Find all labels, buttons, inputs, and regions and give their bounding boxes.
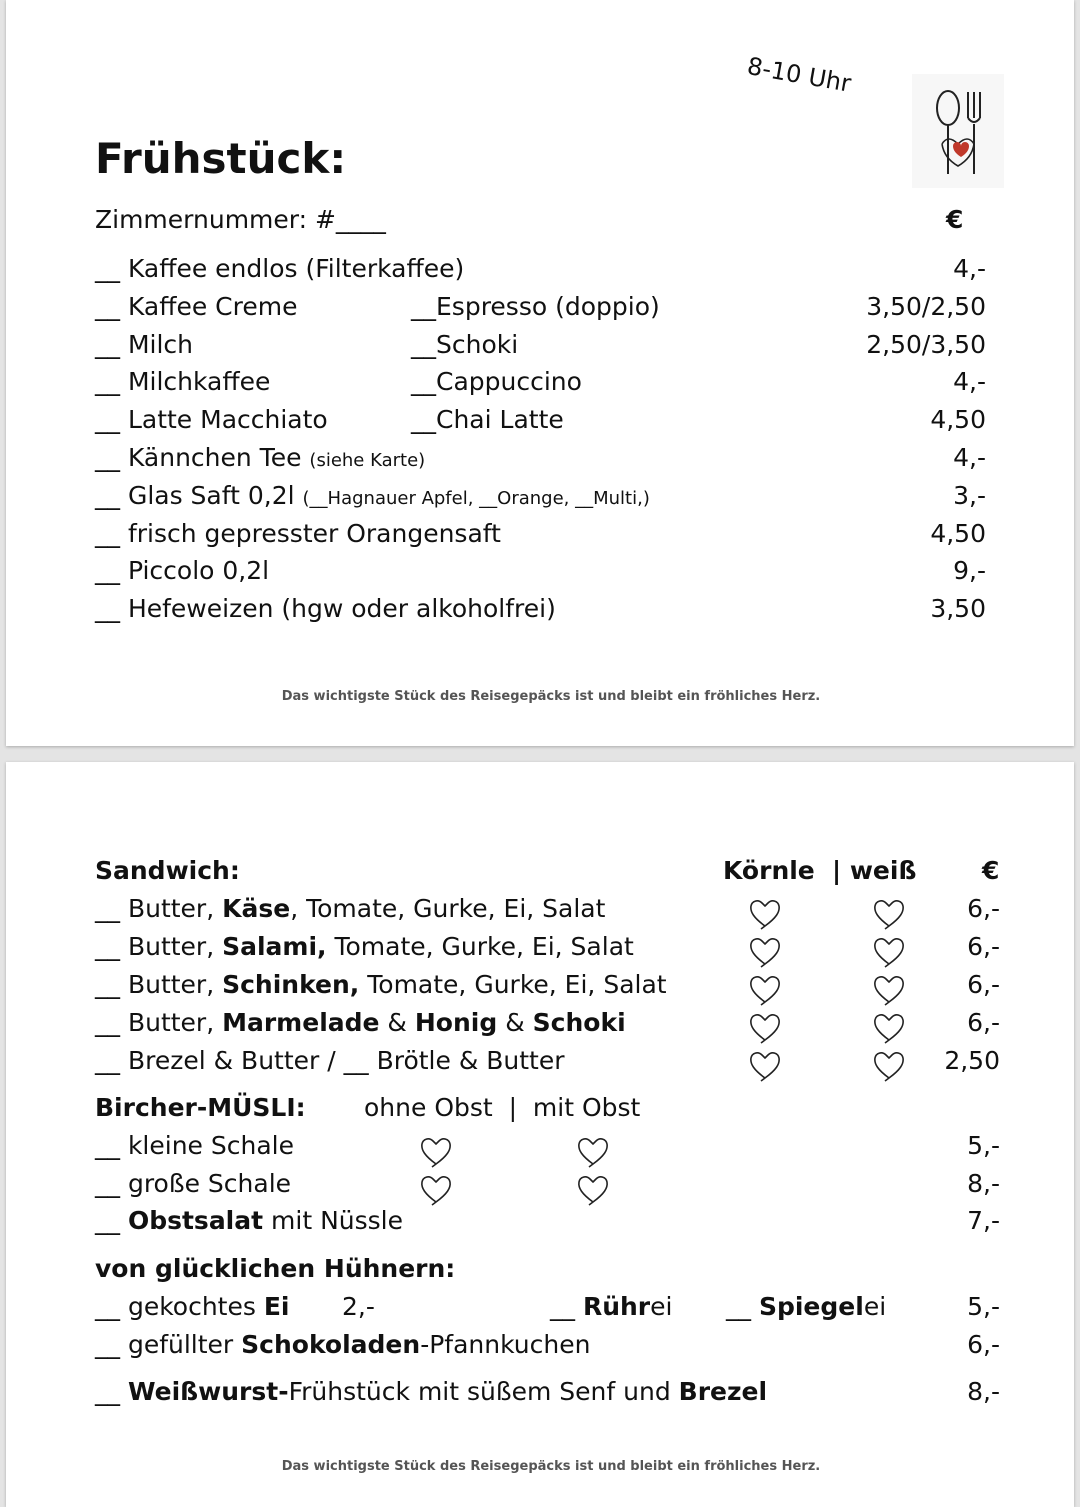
- brezel-bold: Brezel: [678, 1377, 768, 1406]
- sandwich-text: __ Butter,: [95, 932, 223, 961]
- drink-item: [95, 594, 556, 623]
- cutlery-heart-logo: [912, 74, 1004, 188]
- drink-label: __ Glas Saft 0,2l: [95, 480, 295, 510]
- sandwich-item: [95, 1046, 565, 1075]
- drink-item-alt: __Schoki: [411, 329, 519, 359]
- pancake-price: 6,-: [967, 1330, 1000, 1359]
- obstsalat-price: 7,-: [967, 1206, 1000, 1235]
- drink-label: __ Hefeweizen (hgw oder alkoholfrei): [95, 594, 556, 624]
- drink-item: [95, 330, 193, 359]
- sandwich-ingredients: Tomate, Gurke, Ei, Salat: [359, 970, 667, 999]
- sandwich-text: __ Brezel & Butter / __ Brötle & Butter: [95, 1046, 565, 1075]
- drink-item: [95, 292, 297, 321]
- drink-price: 9,-: [953, 556, 986, 586]
- drink-item: [95, 443, 425, 472]
- heart-checkbox-icon[interactable]: [748, 972, 782, 1006]
- drink-item: [95, 254, 464, 283]
- drink-item-alt: __Cappuccino: [411, 367, 582, 397]
- drink-price: 3,50/2,50: [866, 291, 986, 321]
- sandwich-heading: Sandwich:: [95, 856, 240, 885]
- sandwich-price: 2,50: [944, 1046, 1000, 1075]
- drink-item: [95, 481, 650, 510]
- sandwich-ingredients: &: [379, 1008, 415, 1037]
- sandwich-main-ingredient: Käse: [222, 894, 291, 923]
- eggs-heading: von glücklichen Hühnern:: [95, 1254, 456, 1283]
- sandwich-extra-bold: Schoki: [532, 1008, 626, 1037]
- boiled-egg-price: 2,-: [342, 1292, 375, 1321]
- muesli-columns: ohne Obst | mit Obst: [364, 1093, 641, 1122]
- heart-checkbox-icon[interactable]: [748, 1010, 782, 1044]
- ruehrei-item: [550, 1292, 672, 1321]
- checkbox-blank: __: [726, 1292, 759, 1321]
- ruehrei-bold: Rühr: [582, 1292, 651, 1321]
- ruehrei-rest: ei: [650, 1292, 673, 1321]
- sandwich-text: __ Butter,: [95, 970, 223, 999]
- obstsalat-desc: mit Nüssle: [263, 1206, 403, 1235]
- boiled-egg-item: [95, 1292, 289, 1321]
- sandwich-main-ingredient: Marmelade: [222, 1008, 380, 1037]
- drink-note: (siehe Karte): [309, 450, 426, 471]
- page-title: Frühstück:: [95, 134, 347, 183]
- drink-label: __ Kännchen Tee: [95, 443, 302, 472]
- sandwich-main-ingredient: Schinken,: [222, 970, 360, 999]
- sandwich-connector: &: [497, 1008, 533, 1037]
- weisswurst-item: [95, 1377, 767, 1406]
- column-weiss: | weiß: [832, 856, 917, 885]
- drink-price: 3,-: [953, 480, 986, 510]
- eggs-price: 5,-: [967, 1292, 1000, 1321]
- checkbox-blank: __: [550, 1292, 583, 1321]
- obstsalat-row: [95, 1206, 403, 1235]
- sandwich-text: __ Butter,: [95, 1008, 223, 1037]
- drink-price: 3,50: [930, 594, 986, 624]
- checkbox-blank: __: [95, 1377, 128, 1406]
- drink-label: __ Kaffee endlos (Filterkaffee): [95, 254, 465, 283]
- weisswurst-bold: Weißwurst-: [127, 1377, 289, 1406]
- pancake-text: __ gefüllter: [95, 1330, 242, 1359]
- sandwich-ingredients: , Tomate, Gurke, Ei, Salat: [290, 894, 606, 923]
- drink-item: [95, 556, 269, 585]
- drink-label: __ Milch: [95, 329, 193, 359]
- heart-checkbox-icon[interactable]: [748, 1048, 782, 1082]
- drink-price: 4,50: [930, 405, 986, 435]
- drink-item: [95, 367, 270, 396]
- heart-checkbox-icon[interactable]: [576, 1172, 610, 1206]
- drink-price: 4,50: [930, 518, 986, 548]
- boiled-egg-bold: Ei: [263, 1292, 290, 1321]
- heart-checkbox-icon[interactable]: [748, 934, 782, 968]
- drink-price: 4,-: [953, 367, 986, 397]
- sandwich-item: [95, 894, 605, 923]
- muesli-price: 8,-: [967, 1168, 1000, 1198]
- column-koernle: Körnle: [723, 856, 815, 885]
- heart-checkbox-icon[interactable]: [419, 1172, 453, 1206]
- muesli-item: __ große Schale: [95, 1168, 292, 1198]
- drink-note: (__Hagnauer Apfel, __Orange, __Multi,): [302, 487, 650, 509]
- obstsalat-label: Obstsalat: [127, 1206, 264, 1235]
- sandwich-extra-bold: Honig: [414, 1008, 498, 1037]
- pancake-bold: Schokoladen: [241, 1330, 421, 1359]
- heart-checkbox-icon[interactable]: [748, 896, 782, 930]
- footer-quote: Das wichtigste Stück des Reisegepäcks ist und bleibt ein fröhliches Herz.: [281, 689, 821, 704]
- drink-item-alt: __Chai Latte: [411, 405, 564, 435]
- checkbox-blank: __: [95, 1206, 128, 1235]
- drink-item-alt: __Espresso (doppio): [411, 291, 660, 321]
- pancake-rest: -Pfannkuchen: [420, 1330, 591, 1359]
- sandwich-price: 6,-: [967, 970, 1000, 999]
- drink-price: 2,50/3,50: [866, 329, 986, 359]
- sandwich-text: __ Butter,: [95, 894, 223, 923]
- drink-price: 4,-: [953, 254, 986, 283]
- currency-header: €: [946, 205, 964, 234]
- footer-quote: Das wichtigste Stück des Reisegepäcks ist und bleibt ein fröhliches Herz.: [281, 1459, 821, 1474]
- muesli-heading: Bircher-MÜSLI:: [95, 1093, 306, 1122]
- menu-page-drinks: [6, 0, 1074, 746]
- weisswurst-price: 8,-: [967, 1377, 1000, 1406]
- drink-label: __ frisch gepresster Orangensaft: [95, 518, 501, 548]
- sandwich-item: [95, 1008, 626, 1037]
- heart-checkbox-icon[interactable]: [576, 1134, 610, 1168]
- spiegelei-rest: ei: [863, 1292, 887, 1321]
- currency-header: €: [982, 856, 1000, 885]
- sandwich-item: [95, 970, 667, 999]
- spiegelei-bold: Spiegel: [758, 1292, 864, 1321]
- pancake-item: [95, 1330, 590, 1359]
- sandwich-price: 6,-: [967, 932, 1000, 961]
- weisswurst-desc: Frühstück mit süßem Senf und: [288, 1377, 679, 1406]
- spiegelei-item: [726, 1292, 886, 1321]
- boiled-egg-text: __ gekochtes: [95, 1292, 264, 1321]
- drink-label: __ Latte Macchiato: [95, 405, 328, 435]
- drink-label: __ Piccolo 0,2l: [95, 556, 270, 586]
- room-number-label: Zimmernummer: #____: [95, 205, 386, 234]
- menu-page-food: [6, 762, 1074, 1507]
- sandwich-price: 6,-: [967, 894, 1000, 923]
- time-label: 8-10 Uhr: [745, 52, 854, 98]
- drink-label: __ Milchkaffee: [95, 367, 271, 397]
- drink-item: [95, 405, 328, 434]
- sandwich-main-ingredient: Salami,: [222, 932, 327, 961]
- sandwich-item: [95, 932, 634, 961]
- sandwich-price: 6,-: [967, 1008, 1000, 1037]
- drink-price: 4,-: [953, 443, 986, 472]
- muesli-item: __ kleine Schale: [95, 1131, 294, 1160]
- heart-checkbox-icon[interactable]: [419, 1134, 453, 1168]
- drink-label: __ Kaffee Creme: [95, 291, 298, 321]
- drink-item: [95, 519, 501, 548]
- muesli-price: 5,-: [967, 1131, 1000, 1160]
- sandwich-ingredients: Tomate, Gurke, Ei, Salat: [326, 932, 634, 961]
